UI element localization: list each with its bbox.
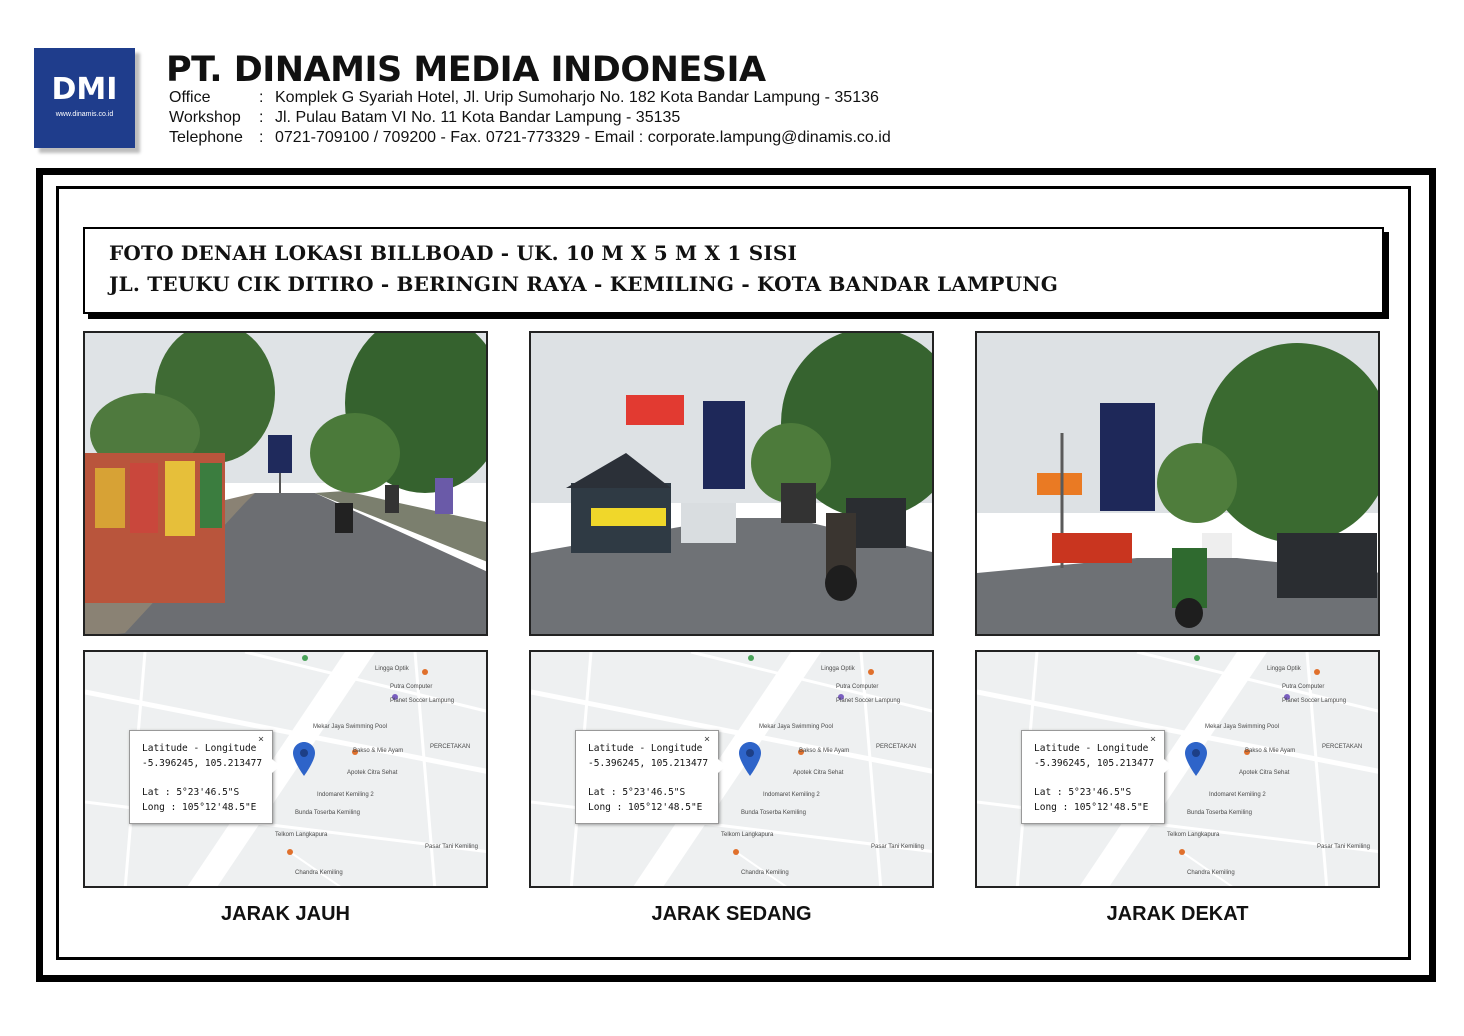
contact-value: 0721-709100 / 709200 - Fax. 0721-773329 - Email : corporate.lampung@dinamis.co.id	[275, 129, 891, 146]
contact-separator: :	[259, 129, 264, 146]
coordinate-popup	[1021, 730, 1165, 824]
map-label: Planet Soccer Lampung	[1282, 698, 1347, 704]
map-label: Putra Computer	[390, 684, 433, 690]
map-label: Bunda Toserba Kemiling	[741, 810, 806, 816]
map-label: PERCETAKAN	[430, 744, 471, 750]
close-icon[interactable]: ×	[703, 734, 710, 745]
close-icon[interactable]: ×	[1149, 734, 1156, 745]
contact-label: Workshop	[169, 109, 241, 126]
popup-heading: Latitude - Longitude	[588, 743, 703, 754]
contact-value: Komplek G Syariah Hotel, Jl. Urip Sumoharjo No. 182 Kota Bandar Lampung - 35136	[275, 89, 879, 106]
contact-value: Jl. Pulau Batam VI No. 11 Kota Bandar Lampung - 35135	[275, 109, 681, 126]
map-label: Pasar Tani Kemiling	[1317, 844, 1370, 850]
contact-workshop	[169, 110, 680, 126]
map-label: Putra Computer	[836, 684, 879, 690]
map-label: Bunda Toserba Kemiling	[295, 810, 360, 816]
title-line-1: FOTO DENAH LOKASI BILLBOAD - UK. 10 M X 5 M X 1 SISI	[109, 241, 798, 265]
logo-url: www.dinamis.co.id	[55, 111, 114, 118]
location-pin-icon	[293, 742, 315, 776]
popup-coords: -5.396245, 105.213477	[1034, 758, 1155, 769]
map-label: Mekar Jaya Swimming Pool	[313, 724, 388, 730]
caption-far: JARAK JAUH	[221, 903, 350, 925]
popup-long: Long : 105°12'48.5"E	[142, 802, 257, 813]
title-box	[83, 227, 1384, 314]
caption-near: JARAK DEKAT	[1106, 903, 1249, 925]
map-label: PERCETAKAN	[876, 744, 917, 750]
map-label: Bakso & Mie Ayam	[1245, 748, 1296, 754]
map-label: Lingga Optik	[821, 666, 855, 672]
photo-near	[975, 331, 1380, 636]
map-label: Chandra Kemiling	[741, 870, 789, 876]
map-near	[975, 650, 1380, 888]
popup-long: Long : 105°12'48.5"E	[588, 802, 703, 813]
map-label: Pasar Tani Kemiling	[871, 844, 924, 850]
contact-office	[169, 90, 879, 106]
map-label: Bunda Toserba Kemiling	[1187, 810, 1252, 816]
map-far	[83, 650, 488, 888]
map-label: Bakso & Mie Ayam	[799, 748, 850, 754]
logo-abbreviation: DMI	[51, 72, 118, 107]
popup-lat: Lat : 5°23'46.5"S	[142, 787, 240, 798]
title-line-2: JL. TEUKU CIK DITIRO - BERINGIN RAYA - KEMILING - KOTA BANDAR LAMPUNG	[109, 272, 1059, 296]
map-label: Indomaret Kemiling 2	[763, 792, 820, 798]
map-label: Pasar Tani Kemiling	[425, 844, 478, 850]
contact-separator: :	[259, 89, 264, 106]
map-label: PERCETAKAN	[1322, 744, 1363, 750]
contact-separator: :	[259, 109, 264, 126]
photo-medium	[529, 331, 934, 636]
map-label: Planet Soccer Lampung	[390, 698, 455, 704]
contact-telephone	[169, 130, 891, 146]
coordinate-popup	[575, 730, 719, 824]
contact-label: Telephone	[169, 129, 243, 146]
company-logo	[34, 48, 135, 148]
coordinate-popup	[129, 730, 273, 824]
map-label: Apotek Citra Sehat	[347, 770, 398, 776]
map-label: Telkom Langkapura	[1167, 832, 1220, 838]
map-label: Lingga Optik	[375, 666, 409, 672]
caption-medium: JARAK SEDANG	[651, 903, 812, 925]
popup-coords: -5.396245, 105.213477	[142, 758, 263, 769]
map-label: Planet Soccer Lampung	[836, 698, 901, 704]
map-label: Indomaret Kemiling 2	[317, 792, 374, 798]
popup-heading: Latitude - Longitude	[142, 743, 257, 754]
map-medium	[529, 650, 934, 888]
map-label: Apotek Citra Sehat	[793, 770, 844, 776]
location-pin-icon	[739, 742, 761, 776]
photo-far	[83, 331, 488, 636]
map-label: Chandra Kemiling	[1187, 870, 1235, 876]
popup-lat: Lat : 5°23'46.5"S	[588, 787, 686, 798]
company-name: PT. DINAMIS MEDIA INDONESIA	[166, 50, 766, 90]
map-label: Mekar Jaya Swimming Pool	[759, 724, 834, 730]
map-label: Chandra Kemiling	[295, 870, 343, 876]
map-label: Lingga Optik	[1267, 666, 1301, 672]
popup-lat: Lat : 5°23'46.5"S	[1034, 787, 1132, 798]
close-icon[interactable]: ×	[257, 734, 264, 745]
popup-heading: Latitude - Longitude	[1034, 743, 1149, 754]
map-label: Apotek Citra Sehat	[1239, 770, 1290, 776]
popup-coords: -5.396245, 105.213477	[588, 758, 709, 769]
map-label: Putra Computer	[1282, 684, 1325, 690]
location-pin-icon	[1185, 742, 1207, 776]
map-label: Telkom Langkapura	[275, 832, 328, 838]
map-label: Indomaret Kemiling 2	[1209, 792, 1266, 798]
popup-long: Long : 105°12'48.5"E	[1034, 802, 1149, 813]
contact-label: Office	[169, 89, 211, 106]
map-label: Bakso & Mie Ayam	[353, 748, 404, 754]
map-label: Mekar Jaya Swimming Pool	[1205, 724, 1280, 730]
map-label: Telkom Langkapura	[721, 832, 774, 838]
